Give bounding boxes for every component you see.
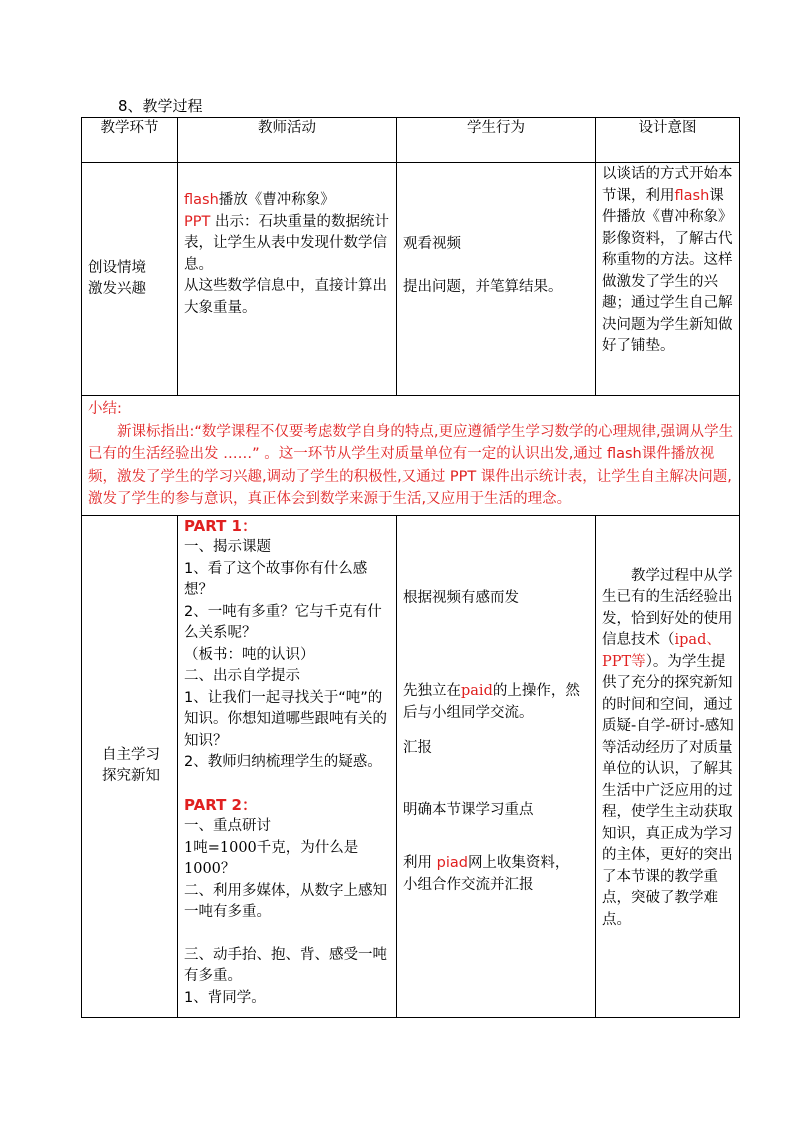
stage-line: 创设情境	[88, 259, 146, 276]
table-row-situation	[82, 163, 740, 396]
header-teacher: 教师活动	[178, 118, 397, 163]
teacher-line: 1、看了这个故事你有什么感想？	[184, 560, 368, 598]
summary-cell	[82, 396, 740, 516]
student-text: 先独立在	[403, 683, 461, 699]
teacher-line: 1、让我们一起寻找关于“吨”的知识。你想知道哪些跟吨有关的知识？	[184, 689, 387, 749]
teacher-text: 出示：石块重量的数据统计表，让学生从表中发现什数学信息。	[184, 213, 389, 273]
teacher-line: 一、重点研讨	[184, 818, 271, 834]
summary-title: 小结:	[88, 401, 122, 417]
teacher-line: （板书：吨的认识）	[184, 646, 315, 663]
spacer	[403, 724, 592, 738]
student-line: 汇报	[403, 740, 432, 756]
student-text: 的上操作，然后与小组同学交流。	[403, 683, 580, 721]
stage-line: 自主学习	[102, 746, 160, 763]
section-heading: 8、教学过程	[118, 97, 203, 115]
intent-part: 课件播放《曹冲称象》影像资料，了解古代称重物的方法。这样做激发了学生的兴趣；通过学生自己解决问题为学生新知做好了铺垫。	[602, 187, 733, 354]
intent-text	[602, 566, 736, 932]
teacher-line: 一、揭示课题	[184, 539, 271, 555]
intent-highlight: ipad、PPT等	[602, 632, 721, 670]
header-stage: 教学环节	[82, 118, 178, 163]
paid-label: paid	[461, 683, 493, 699]
stage-line: 探究新知	[102, 768, 160, 784]
student-text: 利用	[403, 855, 437, 871]
intent-cell	[596, 515, 740, 1017]
student-cell	[397, 515, 596, 1017]
spacer	[403, 821, 592, 853]
ppt-label: PPT	[184, 213, 211, 230]
summary-text: 新课标指出:“数学课程不仅要考虑数学自身的特点,更应遵循学生学习数学的心理规律,强调从学生已有的生活经验出发 ……” 。这一环节从学生对质量单位有一定的认识出发,通过 flash课件播放视频，激发了学生的学习兴趣,调动了学生的积极性,又通过 PPT 课件出示统计表，让学生自主解决问题,激发了学生的参与意识，真正体会到数学来源于生活,又应用于生活的理念。	[88, 423, 734, 507]
teaching-process-table	[81, 117, 740, 1018]
table-row-summary	[82, 396, 740, 516]
intent-text	[602, 164, 736, 358]
part2-heading: PART 2：	[184, 795, 257, 814]
teacher-line: 1、背同学。	[184, 989, 266, 1006]
teacher-line: 二、利用多媒体，从数字上感知一吨有多重。	[184, 882, 387, 920]
student-line: 明确本节课学习重点	[403, 801, 534, 818]
student-line	[403, 681, 592, 724]
teacher-line	[184, 190, 393, 212]
spacer	[403, 609, 592, 681]
intent-highlight: flash	[674, 187, 710, 204]
student-line: 提出问题，并笔算结果。	[403, 278, 563, 295]
teacher-line	[184, 212, 393, 277]
teacher-text: 播放《曹冲称象》	[218, 192, 335, 208]
stage-line: 激发兴趣	[88, 281, 146, 297]
stage-cell	[82, 163, 178, 396]
teacher-line: 二、出示自学提示	[184, 668, 300, 684]
intent-part: 以谈话的方式开始本节课，利用	[602, 166, 733, 204]
student-cell	[397, 163, 596, 396]
piad-label: piad	[436, 855, 468, 871]
teacher-cell	[178, 163, 397, 396]
teacher-line: 2、教师归纳梳理学生的疑惑。	[184, 754, 382, 770]
teacher-line: 三、动手抬、抱、背、感受一吨有多重。	[184, 946, 387, 984]
teacher-line: 从这些数学信息中，直接计算出大象重量。	[184, 278, 387, 316]
student-line: 观看视频	[403, 236, 461, 252]
teacher-cell	[178, 515, 397, 1017]
intent-part: ）。为学生提供了充分的探究新知的时间和空间，通过质疑-自学-研讨-感知等活动经历了对质量单位的认识，了解其生活中广泛应用的过程，使学生主动获取知识，真正成为学习的主体，更好的突出了本节课的教学重点，突破了教学难点。	[602, 653, 734, 928]
student-line: 根据视频有感而发	[403, 589, 519, 606]
spacer	[184, 774, 393, 795]
table-row-explore	[82, 515, 740, 1017]
stage-cell	[82, 515, 178, 1017]
spacer	[403, 760, 592, 800]
part1-heading: PART 1：	[184, 516, 257, 535]
student-line	[403, 853, 592, 875]
teacher-line: 2、一吨有多重？它与千克有什么关系呢？	[184, 603, 382, 641]
header-intent: 设计意图	[596, 118, 740, 163]
teacher-line: 1吨=1000千克，为什么是1000？	[184, 839, 359, 877]
student-text: 网上收集资料，	[467, 855, 570, 871]
intent-part: 教学过程中从学生已有的生活经验出发，恰到好处的使用信息技术（	[602, 567, 733, 648]
spacer	[403, 256, 592, 277]
header-student: 学生行为	[397, 118, 596, 163]
spacer	[184, 924, 393, 945]
flash-label: flash	[184, 192, 219, 208]
student-line: 小组合作交流并汇报	[403, 876, 534, 893]
intent-cell	[596, 163, 740, 396]
table-header-row	[82, 118, 740, 163]
